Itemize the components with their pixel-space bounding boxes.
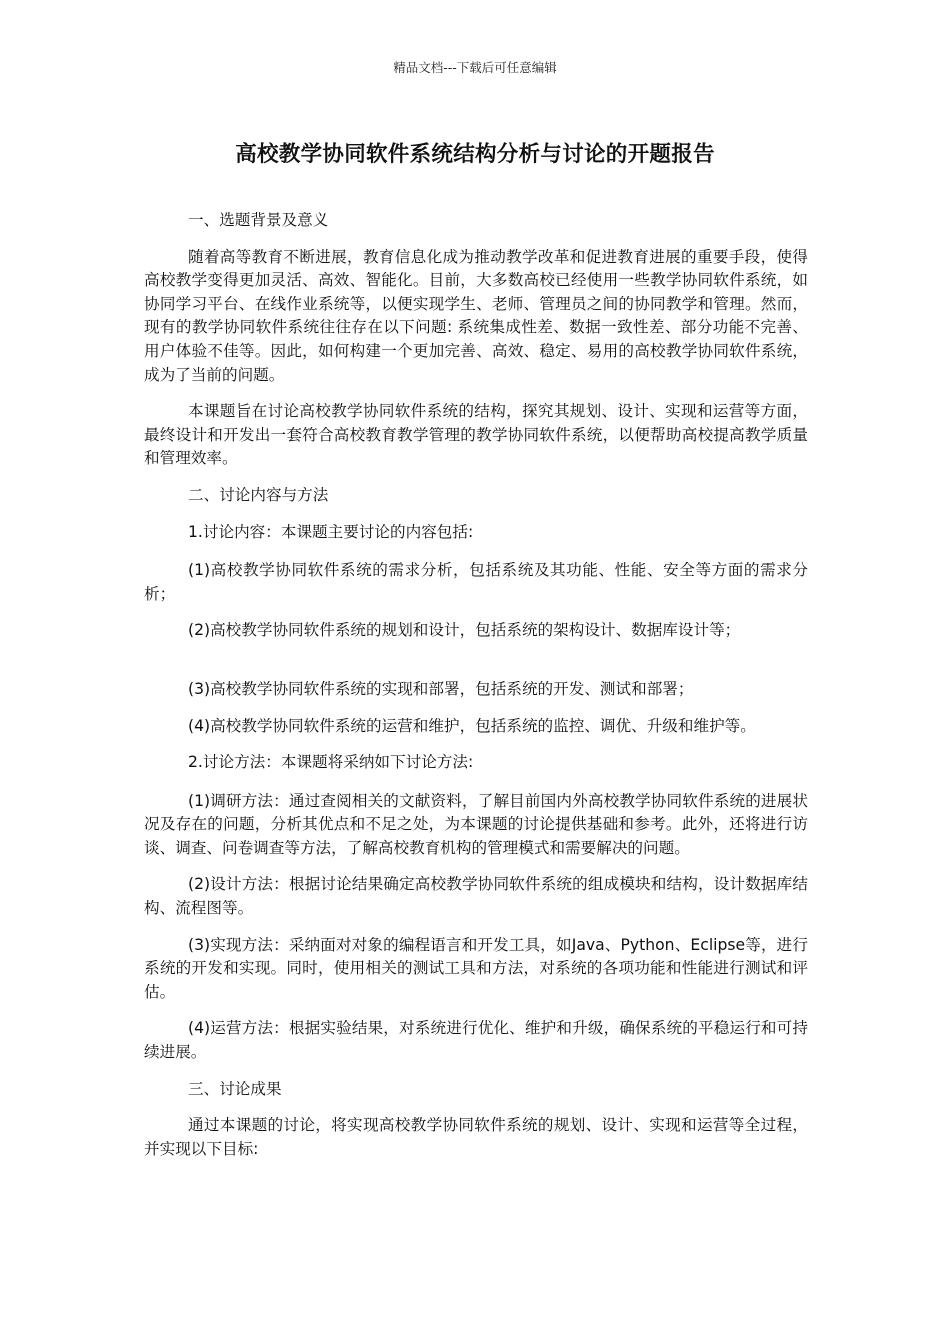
- header-note: 精品文档---下载后可任意编辑: [393, 60, 557, 75]
- list-item: (4)运营方法：根据实验结果，对系统进行优化、维护和升级，确保系统的平稳运行和可持续进展。: [144, 1019, 808, 1062]
- list-item: (1)高校教学协同软件系统的需求分析，包括系统及其功能、性能、安全等方面的需求分析；: [144, 561, 808, 603]
- body-paragraph: 随着高等教育不断进展，教育信息化成为推动教学改革和促进教育进展的重要手段，使得高校教学变得更加灵活、高效、智能化。目前，大多数高校已经使用一些教学协同软件系统，如协同学习平台、在线作业系统等，以便实现学生、老师、管理员之间的协同教学和管理。然而，现有的教学协同软件系统往往存在以下问题: 系统集成性差、数据一致性差、部分功能不完善、用户体验不佳等。因此，如何构建一个更加完善、高效、稳定、易用的高校教学协同软件系统，成为了当前的问题。: [144, 247, 808, 384]
- document-body: [144, 209, 808, 1161]
- list-item: (4)高校教学协同软件系统的运营和维护，包括系统的监控、调优、升级和维护等。: [188, 716, 756, 735]
- document-title: 高校教学协同软件系统结构分析与讨论的开题报告: [235, 142, 715, 167]
- body-paragraph: 本课题旨在讨论高校教学协同软件系统的结构，探究其规划、设计、实现和运营等方面，最终设计和开发出一套符合高校教育教学管理的教学协同软件系统，以便帮助高校提高教学质量和管理效率。: [144, 402, 808, 468]
- section-heading-content-method: 二、讨论内容与方法: [188, 485, 329, 504]
- sub-heading-method: 2.讨论方法：本课题将采纳如下讨论方法:: [188, 753, 474, 772]
- section-heading-results: 三、讨论成果: [188, 1079, 282, 1098]
- list-item: (1)调研方法：通过查阅相关的文献资料，了解目前国内外高校教学协同软件系统的进展状况及存在的问题，分析其优点和不足之处，为本课题的讨论提供基础和参考。此外，还将进行访谈、调查、问卷调查等方法，了解高校教育机构的管理模式和需要解决的问题。: [144, 791, 808, 857]
- body-paragraph: 通过本课题的讨论，将实现高校教学协同软件系统的规划、设计、实现和运营等全过程，并实现以下目标:: [144, 1116, 808, 1158]
- list-item: (3)实现方法：采纳面对对象的编程语言和开发工具，如Java、Python、Eclipse等，进行系统的开发和实现。同时，使用相关的测试工具和方法，对系统的各项功能和性能进行测试和评估。: [144, 935, 808, 1001]
- sub-heading-content: 1.讨论内容：本课题主要讨论的内容包括:: [188, 522, 474, 541]
- section-heading-background: 一、选题背景及意义: [188, 211, 329, 229]
- list-item: (2)设计方法：根据讨论结果确定高校教学协同软件系统的组成模块和结构，设计数据库结构、流程图等。: [144, 875, 808, 918]
- list-item: (2)高校教学协同软件系统的规划和设计，包括系统的架构设计、数据库设计等；: [188, 621, 741, 640]
- list-item: (3)高校教学协同软件系统的实现和部署，包括系统的开发、测试和部署；: [188, 679, 694, 698]
